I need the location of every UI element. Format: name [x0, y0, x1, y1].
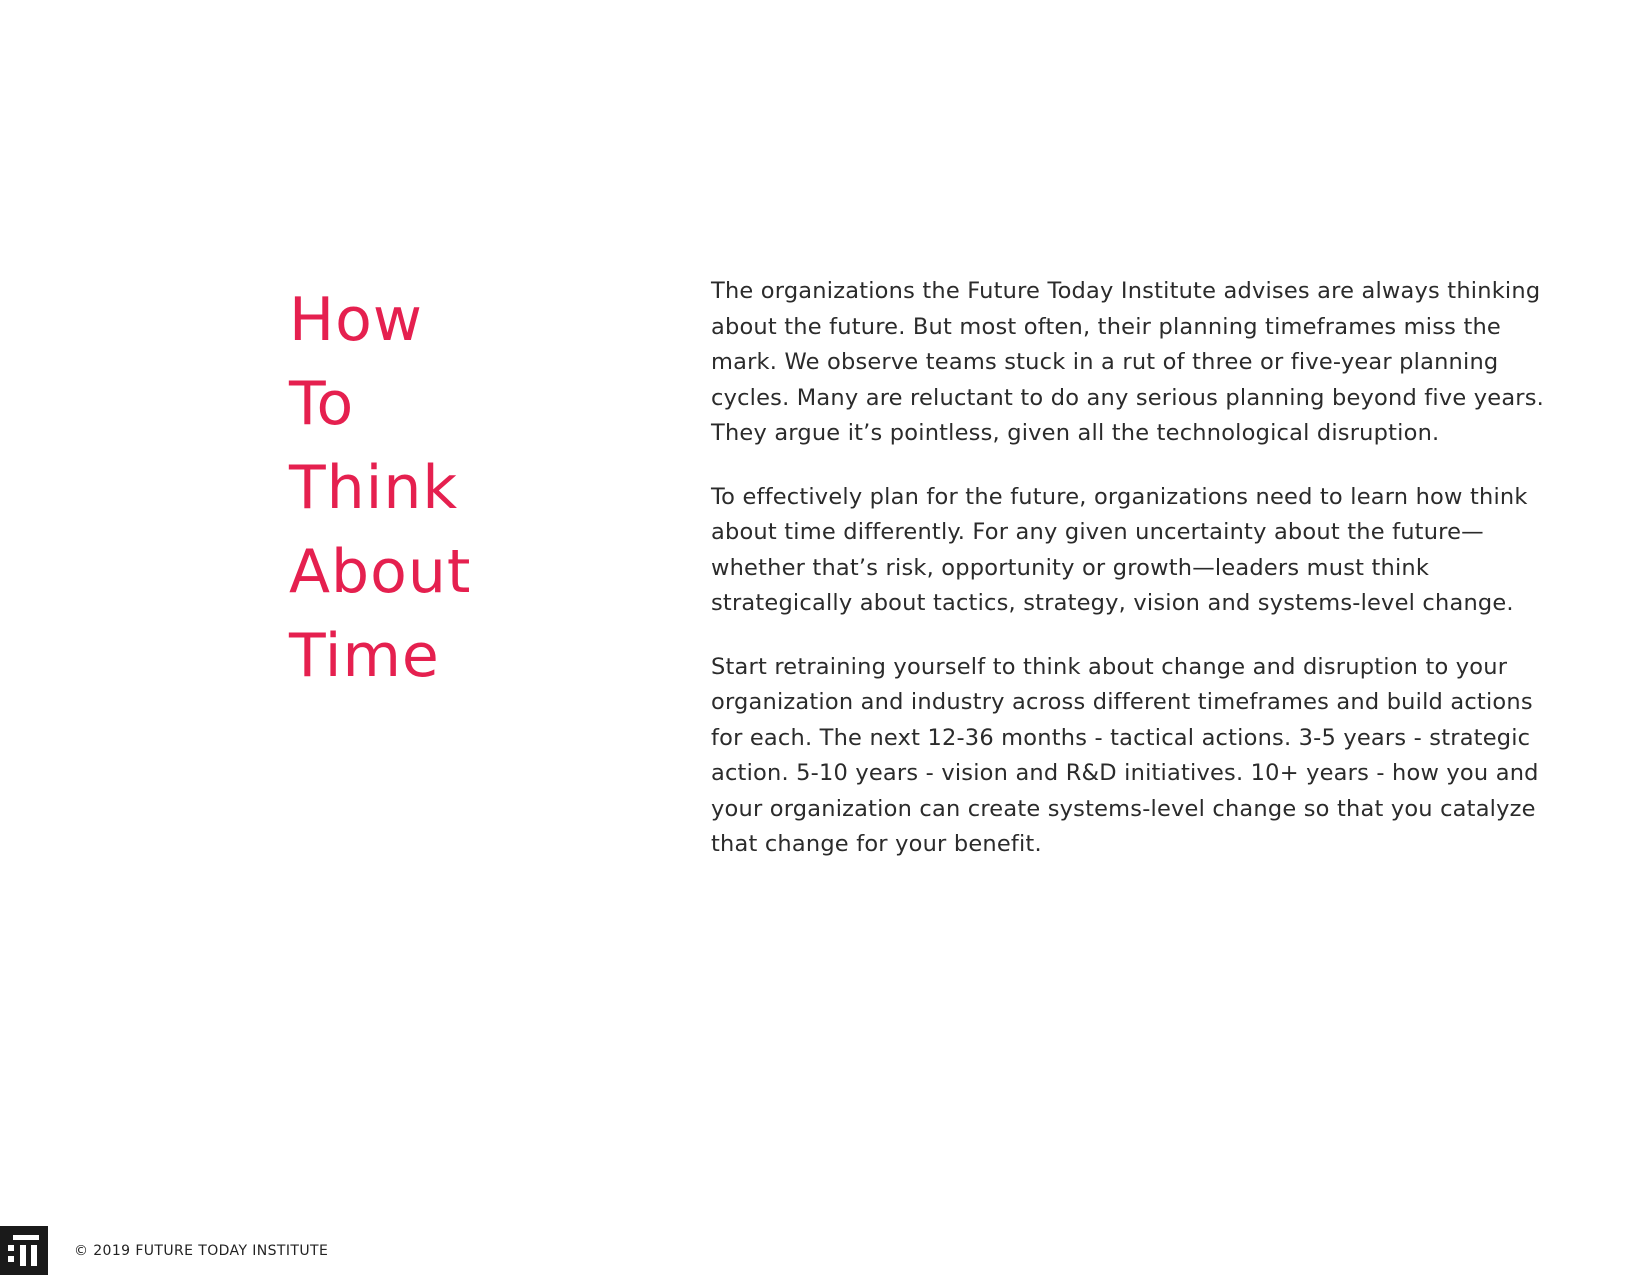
body-text [711, 274, 1561, 891]
title-line-about: About [289, 537, 472, 607]
copyright-text: © 2019 FUTURE TODAY INSTITUTE [74, 1243, 329, 1259]
paragraph-3: Start retraining yourself to think about change and disruption to your organization and industry across different timeframes and build actions for each. The next 12-36 months - tactical actions. 3-5 years - strategic action. 5-10 years - vision and R&D initiatives. 10+ years - how you and your organization can create systems-level change so that you catalyze that change for your benefit. [711, 653, 1539, 857]
page-title [289, 278, 669, 698]
title-line-time: Time [289, 621, 440, 691]
fti-logo-icon [0, 1226, 48, 1275]
title-line-think: Think [289, 453, 459, 523]
page-footer [0, 1226, 600, 1276]
title-line-to: To [289, 369, 355, 439]
paragraph-1: The organizations the Future Today Institute advises are always thinking about the future. But most often, their planning timeframes miss the mark. We observe teams stuck in a rut of three or five-year planning cycles. Many are reluctant to do any serious planning beyond five years. They argue it’s pointless, given all the technological disruption. [711, 278, 1545, 446]
title-line-how: How [289, 285, 423, 355]
paragraph-2: To effectively plan for the future, organizations need to learn how think about time differently. For any given uncertainty about the future—whether that’s risk, opportunity or growth—leaders must think strategically about tactics, strategy, vision and systems-level change. [711, 483, 1528, 616]
